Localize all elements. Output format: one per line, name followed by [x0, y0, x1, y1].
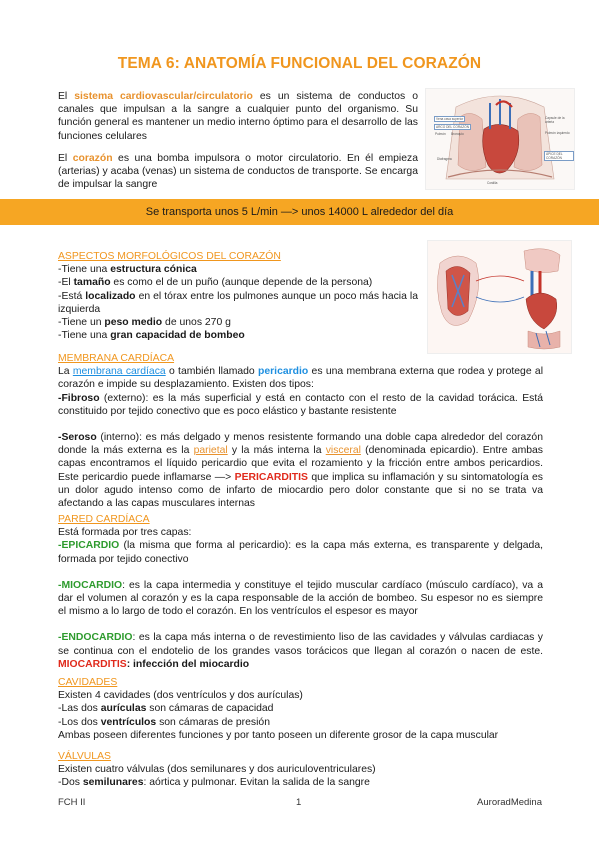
thorax-illustration: [426, 89, 574, 189]
paragraph: La membrana cardíaca o también llamado pericardio es una membrana externa que rodea y protege al corazón e impide su desplazamiento. Existen dos tipos:: [58, 366, 543, 391]
list-item: -El tamaño es como el de un puño (aunque depende de la persona): [58, 277, 373, 289]
section-header-morfologia: ASPECTOS MORFOLÓGICOS DEL CORAZÓN: [58, 251, 281, 262]
figure-label: Pulmón izquierdo: [545, 131, 570, 135]
term-visceral: visceral: [325, 445, 361, 457]
paragraph: -ENDOCARDIO: es la capa más interna o de revestimiento liso de las cavidades y válvulas cardiacas y se continua con el endotelio de los grandes vasos torácicos que llegan al corazón o nacen de este. MIOCARDITIS: infección del miocardio: [58, 632, 543, 670]
heart-circulation-illustration: [428, 241, 571, 353]
section-morfologia: [58, 250, 418, 342]
section-header-pared: PARED CARDÍACA: [58, 514, 150, 525]
section-header-valvulas: VÁLVULAS: [58, 751, 111, 762]
figure-label: ARCO DEL CORAZÓN: [436, 125, 469, 129]
figure-label: Capsule de la arteria: [545, 116, 565, 124]
list-item: -Está localizado en el tórax entre los pulmones aunque un poco más hacia la izquierda: [58, 290, 419, 315]
term-sistema-cardiovascular: sistema cardiovascular/circulatorio: [74, 91, 253, 102]
list-item: -Tiene un peso medio de unos 270 g: [58, 317, 231, 329]
figure-label: Vena cava superior: [436, 117, 464, 121]
term-membrana-cardiaca: membrana cardíaca: [72, 366, 166, 378]
paragraph: -EPICARDIO (la misma que forma al pericardio): es la capa más externa, es transparente y delgada, formada por tejido conectivo: [58, 540, 543, 565]
highlight-banner: Se transporta unos 5 L/min —> unos 14000 L alrededor del día: [0, 199, 599, 225]
section-header-membrana: MEMBRANA CARDÍACA: [58, 353, 175, 364]
figure-label: ÁPICE DEL CORAZÓN: [544, 151, 574, 161]
paragraph: -MIOCARDIO: es la capa intermedia y constituye el tejido muscular cardíaco (músculo cardíaco), va a dar el volumen al corazón y es la capa responsable de la acción de bombeo. Su espesor no es siempre el mismo a lo largo de todo el corazón. En los ventrículos el espesor es mayor: [58, 579, 543, 618]
paragraph: -Fibroso (externo): es la más superficial y está en contacto con el resto de la cavidad torácica. Está constituido por tejido conectivo que es poco elástico y bastante resistente: [58, 392, 543, 417]
page-number: 1: [296, 797, 302, 808]
section-pared: PARED CARDÍACA Está formada por tres capas: -EPICARDIO (la misma que forma al pericardio): es la capa más externa, es transparente y delgada, formada por tejido conectivo -MIOCARDIO: es la capa intermedia y constituye el tejido muscular cardíaco (músculo cardíaco), va a dar el volumen al corazón y es la capa responsable de la acción de bombeo. Su espesor no es siempre el mismo a lo largo de todo el corazón. En los ventrículos el espesor es mayor -ENDOCARDIO: es la capa más interna o de revestimiento liso de las cavidades y válvulas cardiacas y se continua con el endotelio de los grandes vasos torácicos que llegan al corazón o nacen de este. MIOCARDITIS: infección del miocardio: [58, 514, 543, 670]
figure-label: Pulmón: [435, 132, 446, 136]
heart-circulation-image: [427, 240, 572, 354]
figure-label: Diafragma: [437, 157, 452, 161]
list-item: -Tiene una estructura cónica: [58, 264, 197, 276]
footer-author: AuroradMedina: [477, 797, 542, 808]
figure-label: Bronquio: [451, 132, 464, 136]
term-parietal: parietal: [193, 445, 228, 457]
term-corazon: corazón: [72, 153, 113, 164]
figure-label: Costilla: [487, 181, 498, 185]
section-membrana: [58, 352, 543, 510]
list-item: -Las dos aurículas son cámaras de capacidad: [58, 703, 274, 715]
term-endocardio: -ENDOCARDIO: [58, 632, 133, 644]
list-item: -Tiene una gran capacidad de bombeo: [58, 330, 245, 342]
term-pericarditis: PERICARDITIS: [234, 471, 308, 483]
paragraph: -Seroso (interno): es más delgado y menos resistente formando una doble capa alrededor del corazón donde la más externa es la parietal y la más interna la visceral (denominada epicardio). Entre ambas capas encontramos el líquido pericardio que evita el rozamiento y la fricción entre ambos pericardios. Este pericardio puede inflamarse —> PERICARDITIS que implica su inflamación y su sintomatología es un dolor agudo intenso como de infarto de miocardio pero dolor constante que si no se trata va afectando a las capas musculares internas: [58, 432, 543, 510]
list-item: -Dos semilunares: aórtica y pulmonar. Evitan la salida de la sangre: [58, 777, 370, 789]
footer-left: FCH II: [58, 797, 86, 808]
page-title: TEMA 6: ANATOMÍA FUNCIONAL DEL CORAZÓN: [117, 55, 482, 72]
section-valvulas: VÁLVULAS Existen cuatro válvulas (dos semilunares y dos auriculoventriculares) -Dos semilunares: aórtica y pulmonar. Evitan la salida de la sangre: [58, 750, 543, 790]
term-miocarditis: MIOCARDITIS: [58, 658, 127, 670]
section-cavidades: CAVIDADES Existen 4 cavidades (dos ventrículos y dos aurículas) -Las dos aurículas son cámaras de capacidad -Los dos ventrículos son cámaras de presión Ambas poseen diferentes funciones y por tanto poseen un diferente grosor de la capa muscular: [58, 676, 543, 742]
term-epicardio: -EPICARDIO: [58, 540, 120, 552]
section-header-cavidades: CAVIDADES: [58, 677, 118, 688]
intro-paragraph-2: El corazón es una bomba impulsora o motor circulatorio. En él empieza (arterias) y acaba (venas) un sistema de conductos de transporte. Se encarga de impulsar la sangre: [58, 153, 418, 191]
intro-paragraph-1: El sistema cardiovascular/circulatorio es un sistema de conductos o canales que impulsan a la sangre a cualquier punto del organismo. Su función general es mantener un medio interno óptimo para el desarrollo de las funciones celulares: [58, 91, 418, 142]
thorax-anatomy-image: [425, 88, 575, 190]
list-item: -Los dos ventrículos son cámaras de presión: [58, 716, 270, 728]
term-miocardio: -MIOCARDIO: [58, 579, 123, 591]
term-pericardio: pericardio: [258, 366, 309, 378]
